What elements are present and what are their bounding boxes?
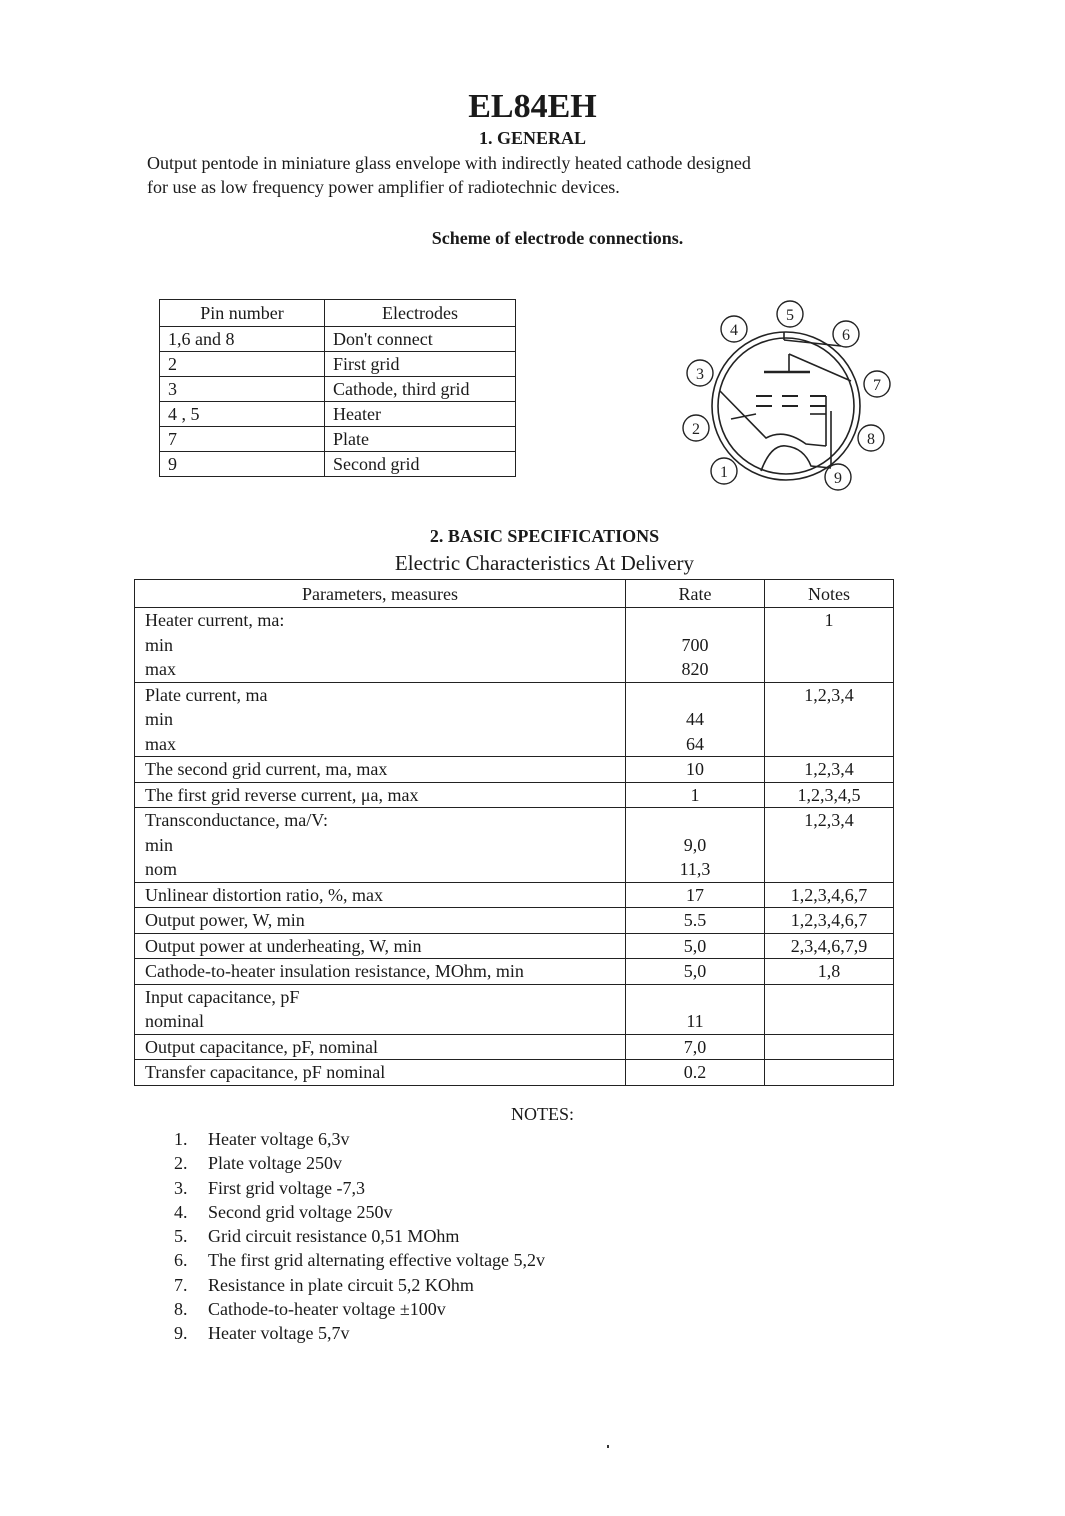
pin-6-label	[833, 321, 859, 347]
pin-7-label	[864, 371, 890, 397]
parameter-cell: Output power at underheating, W, min	[135, 933, 626, 959]
table-row	[135, 808, 894, 883]
parameter-cell: Transfer capacitance, pF nominal	[135, 1060, 626, 1086]
pin-number: 2	[160, 352, 325, 377]
notes-heading: NOTES:	[511, 1104, 574, 1124]
electrode: Plate	[325, 427, 516, 452]
table-row	[135, 984, 894, 1034]
header-pin-number: Pin number	[160, 300, 325, 327]
scheme-heading: Scheme of electrode connections.	[431, 228, 684, 248]
parameter-cell: Output capacitance, pF, nominal	[135, 1034, 626, 1060]
pin-3-label	[687, 360, 713, 386]
rate-cell: 5,0	[626, 933, 765, 959]
notes-cell: 1	[765, 608, 894, 683]
table-row	[135, 1034, 894, 1060]
description-line: Output pentode in miniature glass envelope with indirectly heated cathode designed	[147, 153, 751, 173]
rate-cell: 11	[626, 984, 765, 1034]
notes-cell	[765, 1034, 894, 1060]
pin-number: 4 , 5	[160, 402, 325, 427]
notes-cell: 1,2,3,4,5	[765, 782, 894, 808]
notes-cell	[765, 984, 894, 1034]
parameter-cell: The second grid current, ma, max	[135, 757, 626, 783]
table-row	[135, 1060, 894, 1086]
notes-cell: 1,8	[765, 959, 894, 985]
table-row	[160, 352, 516, 377]
pentode-pinout-diagram	[676, 296, 898, 496]
rate-cell: 44 64	[626, 682, 765, 757]
pin-8-label	[858, 425, 884, 451]
list-item: 1. Heater voltage 6,3v	[174, 1129, 350, 1149]
pin-9-label	[825, 464, 851, 490]
pin-table-header	[160, 300, 516, 327]
svg-text:8: 8	[867, 431, 875, 448]
pin-table	[159, 299, 516, 477]
parameter-cell: Plate current, ma min max	[135, 682, 626, 757]
electrode: First grid	[325, 352, 516, 377]
parameter-cell: Output power, W, min	[135, 908, 626, 934]
table-row	[160, 427, 516, 452]
rate-cell: 17	[626, 882, 765, 908]
notes-cell: 2,3,4,6,7,9	[765, 933, 894, 959]
document-title: EL84EH	[468, 88, 597, 125]
rate-cell: 1	[626, 782, 765, 808]
table-row	[135, 782, 894, 808]
list-item: 4. Second grid voltage 250v	[174, 1201, 393, 1222]
notes-cell: 1,2,3,4	[765, 757, 894, 783]
svg-text:3: 3	[696, 366, 704, 383]
svg-text:7: 7	[873, 377, 881, 394]
parameter-cell: Cathode-to-heater insulation resistance, MOhm, min	[135, 959, 626, 985]
table-row	[135, 608, 894, 683]
spec-table-header	[135, 580, 894, 608]
list-item: 3. First grid voltage -7,3	[174, 1177, 365, 1198]
notes-cell: 1,2,3,4,6,7	[765, 908, 894, 934]
spec-table	[134, 579, 894, 1086]
table-row	[135, 882, 894, 908]
table-row	[160, 452, 516, 477]
header-rate: Rate	[626, 580, 765, 608]
svg-text:9: 9	[834, 470, 842, 487]
table-row	[160, 402, 516, 427]
parameter-cell: Input capacitance, pF nominal	[135, 984, 626, 1034]
table-row	[135, 757, 894, 783]
notes-cell: 1,2,3,4	[765, 682, 894, 757]
rate-cell: 9,0 11,3	[626, 808, 765, 883]
svg-text:5: 5	[786, 307, 794, 324]
notes-cell	[765, 1060, 894, 1086]
scan-speck	[607, 1445, 609, 1448]
general-description	[147, 151, 907, 199]
notes-list	[174, 1127, 545, 1346]
pin-number: 9	[160, 452, 325, 477]
list-item: 2. Plate voltage 250v	[174, 1153, 342, 1174]
electrode: Second grid	[325, 452, 516, 477]
table-row	[135, 933, 894, 959]
pin-5-label	[777, 301, 803, 327]
parameter-cell: Heater current, ma: min max	[135, 608, 626, 683]
notes-cell: 1,2,3,4	[765, 808, 894, 883]
electrode: Don't connect	[325, 327, 516, 352]
section-heading-basic-specifications: 2. BASIC SPECIFICATIONS	[429, 526, 660, 546]
rate-cell: 7,0	[626, 1034, 765, 1060]
table-row	[135, 959, 894, 985]
parameter-cell: Transconductance, ma/V: min nom	[135, 808, 626, 883]
pin-number: 1,6 and 8	[160, 327, 325, 352]
table-row	[135, 682, 894, 757]
section-heading-general: 1. GENERAL	[478, 128, 586, 148]
rate-cell: 5,0	[626, 959, 765, 985]
pin-1-label	[711, 458, 737, 484]
rate-cell: 0.2	[626, 1060, 765, 1086]
svg-text:2: 2	[692, 421, 700, 438]
table-row	[160, 377, 516, 402]
svg-text:4: 4	[730, 322, 738, 339]
list-item: 5. Grid circuit resistance 0,51 MOhm	[174, 1226, 460, 1247]
list-item: 6. The first grid alternating effective voltage 5,2v	[174, 1250, 546, 1271]
rate-cell: 5.5	[626, 908, 765, 934]
rate-cell: 700 820	[626, 608, 765, 683]
electrode: Heater	[325, 402, 516, 427]
svg-text:1: 1	[720, 464, 728, 481]
table-row	[135, 908, 894, 934]
rate-cell: 10	[626, 757, 765, 783]
section-subheading: Electric Characteristics At Delivery	[394, 551, 695, 575]
pin-4-label	[721, 316, 747, 342]
header-electrodes: Electrodes	[325, 300, 516, 327]
description-line: for use as low frequency power amplifier of radiotechnic devices.	[147, 177, 620, 197]
header-parameters: Parameters, measures	[135, 580, 626, 608]
parameter-cell: The first grid reverse current, μa, max	[135, 782, 626, 808]
pin-number: 3	[160, 377, 325, 402]
list-item: 9. Heater voltage 5,7v	[174, 1323, 350, 1344]
list-item: 7. Resistance in plate circuit 5,2 KOhm	[174, 1274, 474, 1295]
notes-cell: 1,2,3,4,6,7	[765, 882, 894, 908]
electrode: Cathode, third grid	[325, 377, 516, 402]
list-item: 8. Cathode-to-heater voltage ±100v	[174, 1299, 446, 1320]
parameter-cell: Unlinear distortion ratio, %, max	[135, 882, 626, 908]
svg-text:6: 6	[842, 327, 850, 344]
header-notes: Notes	[765, 580, 894, 608]
pin-2-label	[683, 415, 709, 441]
table-row	[160, 327, 516, 352]
pin-number: 7	[160, 427, 325, 452]
